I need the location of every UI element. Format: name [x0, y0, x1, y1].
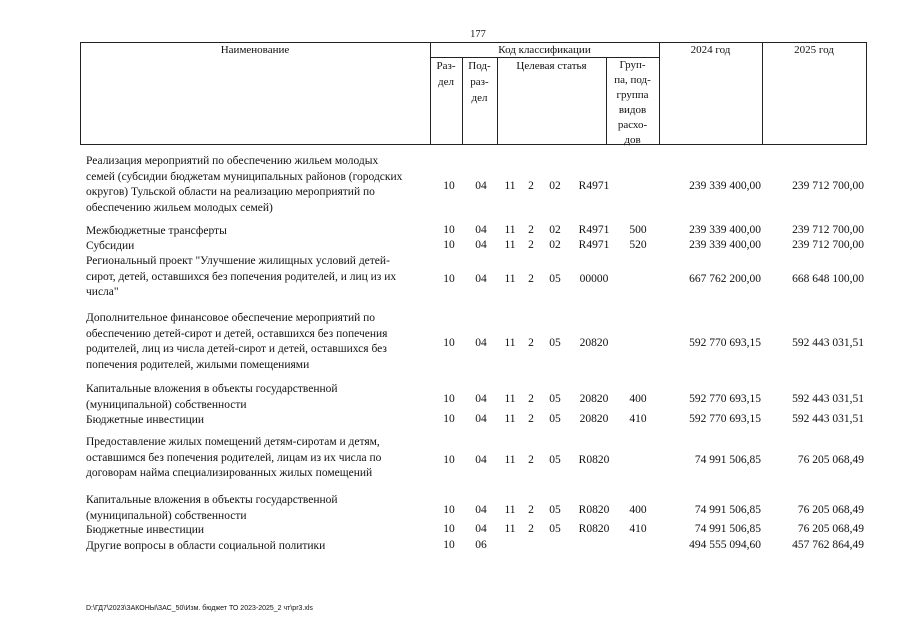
table-row — [0, 382, 905, 413]
cell-podrazdel: 04 — [475, 413, 487, 425]
cell-target-2: 2 — [528, 413, 534, 425]
cell-podrazdel: 04 — [475, 224, 487, 236]
row-name: Бюджетные инвестиции — [86, 414, 205, 426]
header-podrazdel: Под- раз- дел — [468, 60, 491, 104]
cell-target-2: 2 — [528, 523, 534, 535]
cell-target-3: 05 — [549, 453, 561, 466]
cell-podrazdel: 04 — [475, 453, 487, 466]
cell-podrazdel: 04 — [475, 239, 487, 251]
cell-target-4: 20820 — [579, 392, 609, 405]
row-name: Предоставление жилых помещений детям-сиротам и детям, оставшимся без попечения родителей, лицам из их числа по договорам найма специализированных жилых помещений — [86, 436, 382, 479]
cell-2024: 74 991 506,85 — [694, 523, 761, 535]
cell-target-2: 2 — [528, 239, 534, 251]
cell-podrazdel: 04 — [475, 503, 487, 516]
table-row — [0, 539, 905, 555]
table-row — [0, 413, 905, 429]
file-path: D:\ГД7\2023\ЗАКОНЫ\ЗАС_50\Изм. бюджет ТО 2023-2025_2 чт\pr3.xls — [86, 605, 313, 612]
cell-razdel: 10 — [443, 239, 455, 251]
cell-2025: 239 712 700,00 — [792, 239, 864, 251]
row-name: Капитальные вложения в объекты государственной (муниципальной) собственности — [86, 494, 338, 522]
cell-target-4: R0820 — [578, 453, 610, 466]
cell-2025: 457 762 864,49 — [792, 539, 864, 551]
cell-target-3: 05 — [549, 523, 561, 535]
header-group: Груп- па, под- группа видов расхо- дов — [614, 59, 651, 146]
table-row — [0, 154, 905, 216]
cell-razdel: 10 — [443, 392, 455, 405]
cell-2024: 494 555 094,60 — [689, 539, 761, 551]
table-row — [0, 239, 905, 255]
row-name: Межбюджетные трансферты — [86, 225, 227, 237]
row-name: Бюджетные инвестиции — [86, 524, 205, 536]
cell-2024: 592 770 693,15 — [689, 337, 761, 350]
cell-target-2: 2 — [528, 392, 534, 405]
cell-2025: 76 205 068,49 — [797, 503, 864, 516]
cell-group: 500 — [629, 224, 647, 236]
cell-2025: 592 443 031,51 — [792, 392, 864, 405]
cell-razdel: 10 — [443, 224, 455, 236]
row-name: Региональный проект "Улучшение жилищных условий детей- сирот, детей, оставшихся без попечения родителей, и лиц из их числа" — [86, 255, 397, 298]
cell-target-3: 02 — [549, 180, 561, 193]
cell-2024: 239 339 400,00 — [689, 239, 761, 251]
cell-target-1: 11 — [504, 272, 516, 285]
cell-target-3: 05 — [549, 503, 561, 516]
row-name: Субсидии — [86, 240, 135, 252]
cell-target-2: 2 — [528, 272, 534, 285]
cell-target-4: R0820 — [578, 503, 610, 516]
cell-target-3: 05 — [549, 337, 561, 350]
cell-razdel: 10 — [443, 272, 455, 285]
table-row — [0, 493, 905, 524]
cell-target-4: R4971 — [578, 180, 610, 193]
cell-target-1: 11 — [504, 337, 516, 350]
cell-razdel: 10 — [443, 523, 455, 535]
cell-target-2: 2 — [528, 224, 534, 236]
cell-target-4: R0820 — [578, 523, 610, 535]
cell-target-1: 11 — [504, 392, 516, 405]
table-row — [0, 435, 905, 482]
cell-target-1: 11 — [504, 180, 516, 193]
header-2024: 2024 год — [690, 44, 731, 56]
cell-target-3: 05 — [549, 413, 561, 425]
page-number: 177 — [470, 29, 486, 40]
cell-podrazdel: 04 — [475, 392, 487, 405]
cell-group: 520 — [629, 239, 647, 251]
row-name: Реализация мероприятий по обеспечению жильем молодых семей (субсидии бюджетам муниципальных районов (городских округов) Тульской области на реализацию мероприятий по обеспечению жильем молодых семей) — [86, 155, 403, 214]
header-name: Наименование — [220, 44, 290, 56]
cell-razdel: 10 — [443, 337, 455, 350]
cell-target-1: 11 — [504, 239, 516, 251]
cell-target-4: 00000 — [579, 272, 609, 285]
table-row — [0, 254, 905, 301]
cell-target-1: 11 — [504, 523, 516, 535]
cell-target-3: 05 — [549, 392, 561, 405]
cell-target-3: 02 — [549, 239, 561, 251]
cell-2024: 592 770 693,15 — [689, 413, 761, 425]
cell-group: 410 — [629, 413, 647, 425]
cell-2025: 239 712 700,00 — [792, 224, 864, 236]
row-name: Другие вопросы в области социальной политики — [86, 540, 326, 552]
cell-2025: 76 205 068,49 — [797, 453, 864, 466]
header-code: Код классификации — [498, 44, 591, 56]
table-row — [0, 311, 905, 373]
header-razdel: Раз- дел — [436, 60, 456, 88]
cell-2024: 592 770 693,15 — [689, 392, 761, 405]
cell-target-2: 2 — [528, 453, 534, 466]
cell-razdel: 10 — [443, 413, 455, 425]
cell-podrazdel: 04 — [475, 272, 487, 285]
cell-podrazdel: 04 — [475, 337, 487, 350]
cell-target-1: 11 — [504, 503, 516, 516]
cell-target-3: 05 — [549, 272, 561, 285]
cell-target-4: 20820 — [579, 337, 609, 350]
cell-target-1: 11 — [504, 224, 516, 236]
cell-target-4: R4971 — [578, 224, 610, 236]
cell-2025: 668 648 100,00 — [792, 272, 864, 285]
cell-target-4: R4971 — [578, 239, 610, 251]
header-target: Целевая статья — [516, 60, 587, 72]
cell-target-2: 2 — [528, 503, 534, 516]
cell-2024: 74 991 506,85 — [694, 503, 761, 516]
cell-group: 410 — [629, 523, 647, 535]
cell-2025: 76 205 068,49 — [797, 523, 864, 535]
row-name: Капитальные вложения в объекты государственной (муниципальной) собственности — [86, 383, 338, 411]
row-name: Дополнительное финансовое обеспечение мероприятий по обеспечению детей-сирот и детей, оставшихся без попечения родителей, лиц из числа детей-сирот и детей, оставшихся без попечения родителей, жилыми помещениями — [86, 312, 388, 371]
table-row — [0, 224, 905, 240]
cell-target-1: 11 — [504, 453, 516, 466]
cell-2024: 74 991 506,85 — [694, 453, 761, 466]
cell-podrazdel: 04 — [475, 523, 487, 535]
cell-group: 400 — [629, 503, 647, 516]
cell-target-3: 02 — [549, 224, 561, 236]
cell-target-2: 2 — [528, 180, 534, 193]
cell-group: 400 — [629, 392, 647, 405]
cell-2025: 239 712 700,00 — [792, 180, 864, 193]
cell-target-2: 2 — [528, 337, 534, 350]
cell-target-1: 11 — [504, 413, 516, 425]
header-2025: 2025 год — [794, 44, 834, 56]
cell-2025: 592 443 031,51 — [792, 337, 864, 350]
cell-2024: 239 339 400,00 — [689, 180, 761, 193]
table-row — [0, 523, 905, 539]
table-header — [80, 42, 866, 144]
cell-podrazdel: 06 — [475, 539, 487, 551]
cell-podrazdel: 04 — [475, 180, 487, 193]
cell-2024: 239 339 400,00 — [689, 224, 761, 236]
cell-razdel: 10 — [443, 180, 455, 193]
cell-razdel: 10 — [443, 453, 455, 466]
cell-razdel: 10 — [443, 503, 455, 516]
cell-target-4: 20820 — [579, 413, 609, 425]
cell-2024: 667 762 200,00 — [689, 272, 761, 285]
cell-razdel: 10 — [443, 539, 455, 551]
cell-2025: 592 443 031,51 — [792, 413, 864, 425]
